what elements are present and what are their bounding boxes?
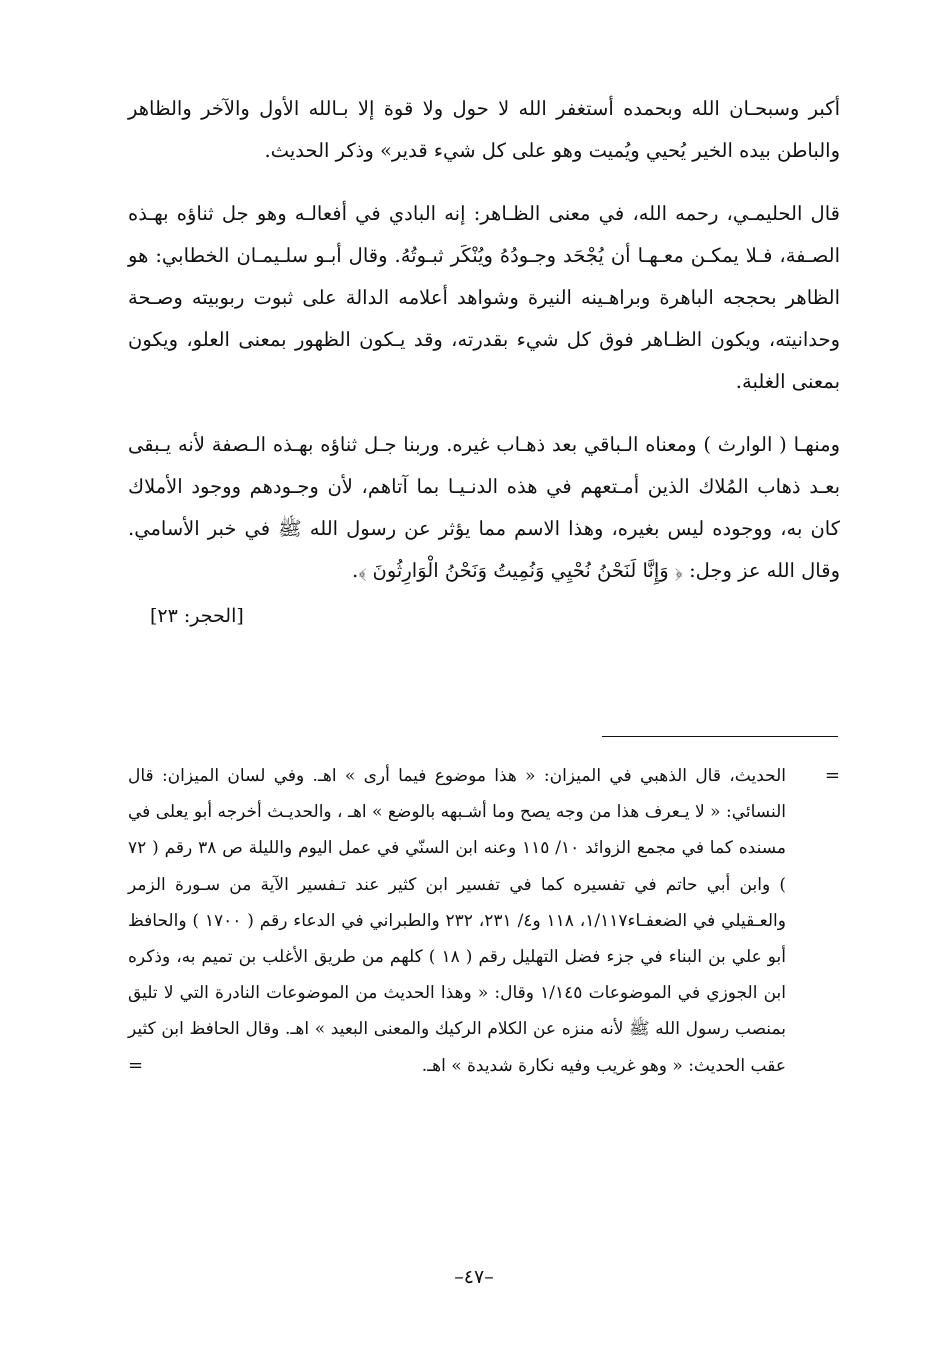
footnote-body: الحديث، قال الذهبي في الميزان: « هذا موضوع فيما أرى » اهـ. وفي لسان الميزان: قال النسائي: « لا يـعرف هذا من وجه يصح وما أشـبهه بالوضع » اهـ ، والحديـث أخرجه أبو يعلى في مسنده كما في مجمع الزوائد ١٠/ ١١٥ وعنه ابن السنّي في عمل اليوم والليلة ص ٣٨ رقم ( ٧٢ ) وابن أبي حاتم في تفسيره كما في تفسير ابن كثير عند تـفسير الآية من سـورة الزمر والعـقيلي في الضعفـاء١/١١٧، ١١٨ و٤/ ٢٣١، ٢٣٢ والطبراني في الدعاء رقم ( ١٧٠٠ ) والحافظ أبو علي بن البناء في جزء فضل التهليل رقم ( ١٨ ) كلهم من طريق الأغلب بن تميم به، وذكره ابن الجوزي في الموضوعات ١/١٤٥ وقال: « وهذا الحديث من الموضوعات النادرة التي لا تليق بمنصب رسول الله ﷺ لأنه منزه عن الكلام الركيك والمعنى البعيد » اهـ. وقال الحافظ ابن كثير عقب الحديث: « وهو غريب وفيه نكارة شديدة » اهـ. bbox=[128, 766, 786, 1076]
paragraph-2: قال الحليمـي، رحمه الله، في معنى الظـاهر: إنه البادي في أفعالـه وهو جل ثناؤه بهـذه الصـفة، فـلا يمكـن معـهـا أن يُجْحَد وجـودُهُ ويُنْكَر ثبـوتُهُ. وقال أبـو سلـيمـان الخطابي: هو الظاهر بحججه الباهرة وبراهـينه النيرة وشواهد أعلامه الدالة على ثبوت ربوبيته وصـحة وحدانيته، ويكون الظـاهر فوق كل شيء بقدرته، وقد يـكون الظهور بمعنى العلو، ويكون بمعنى الغلبة. bbox=[128, 202, 840, 393]
footnote-text bbox=[128, 758, 840, 1084]
paragraph-1: أكبر وسبحـان الله وبحمده أستغفر الله لا حول ولا قوة إلا بـالله الأول والآخر والظاهر والباطن بيده الخير يُحيي ويُميت وهو على كل شيء قدير» وذكر الحديث. bbox=[128, 97, 840, 162]
footnotes bbox=[128, 758, 840, 1084]
continuation-mark-end: = bbox=[128, 1054, 144, 1076]
page-number: –٤٧– bbox=[454, 1266, 494, 1288]
quran-reference: [الحجر: ٢٣] bbox=[150, 605, 244, 627]
paragraph-3: ومنهـا ( الوارث ) ومعناه الـباقي بعد ذهـاب غيره. وربنا جـل ثناؤه بهـذه الـصفة لأنه يـبقى بعـد ذهاب المُلاك الذين أمـتعهم في هذه الدنـيـا بما آتاهم، لأن وجـودهم ووجود الأملاك كان به، ووجوده ليس بغيره، وهذا الاسم مما يؤثر عن رسول الله ﷺ في خبر الأسامي. وقال الله عز وجل: ﴿ وَإِنَّا لَنَحْنُ نُحْيِي وَنُمِيتُ وَنَحْنُ الْوَارِثُونَ ﴾. bbox=[128, 433, 840, 582]
continuation-mark-start: = bbox=[824, 765, 840, 786]
main-text bbox=[128, 88, 840, 635]
footnote-separator bbox=[602, 736, 838, 737]
